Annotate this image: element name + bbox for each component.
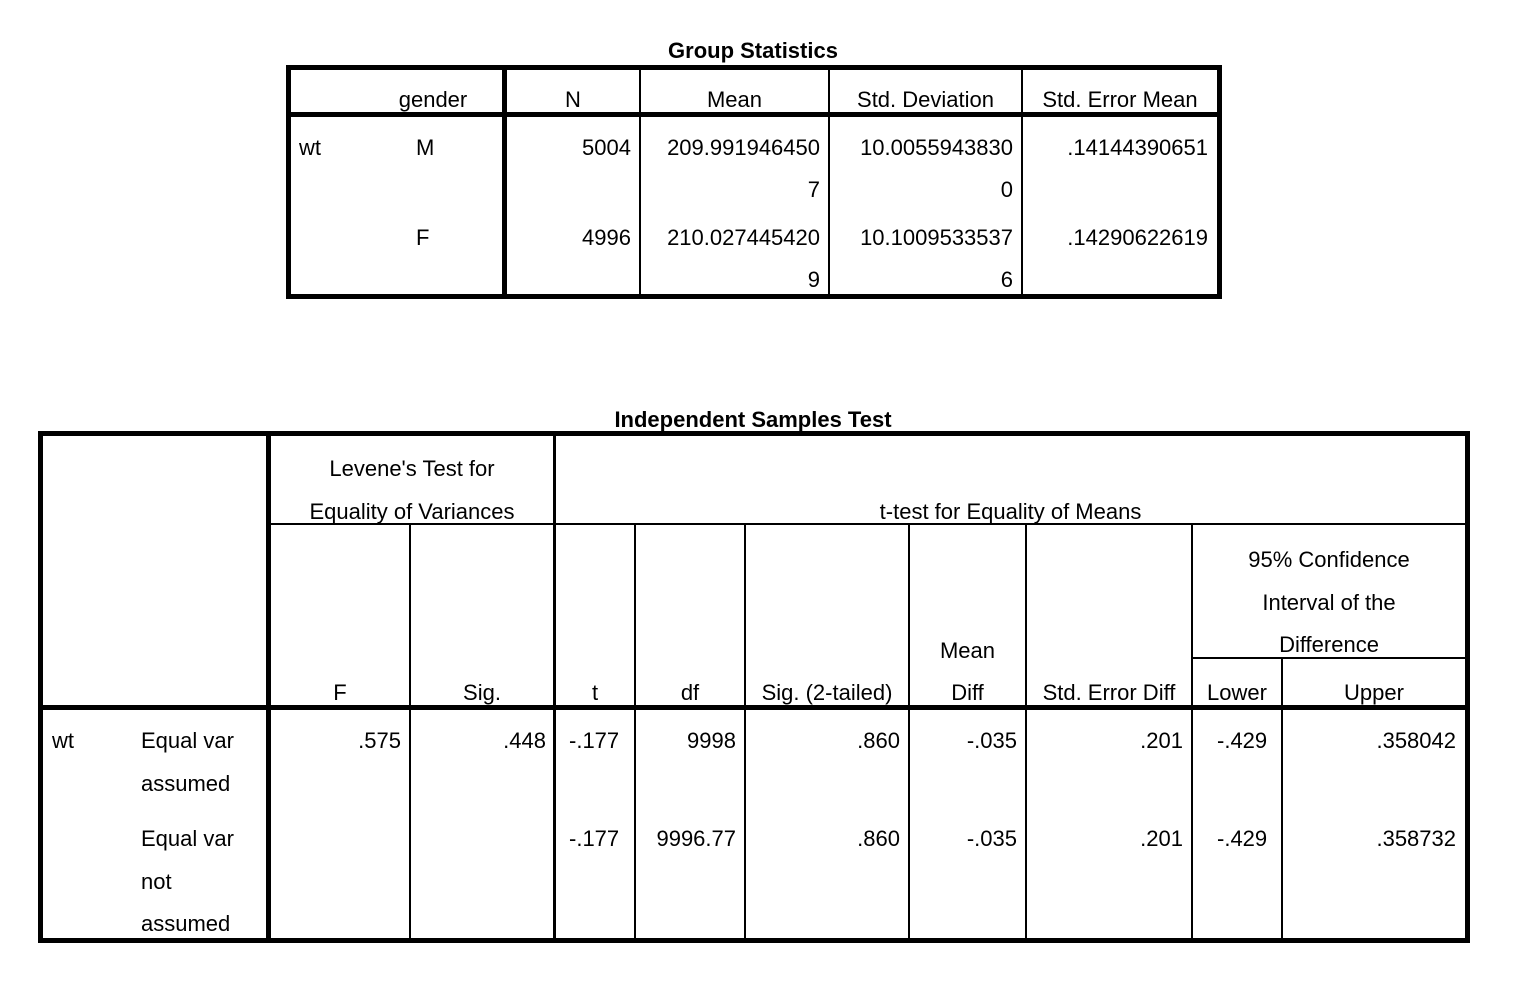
sig-value: .448	[503, 728, 546, 753]
mean-value: 209.991946450	[667, 135, 820, 160]
df-value: 9996.77	[656, 826, 736, 851]
std-deviation-value-continued: 6	[1000, 267, 1013, 292]
std-error-mean-value: .14290622619	[1067, 225, 1208, 250]
t-value: -.177	[569, 826, 620, 851]
levene-header-continued: Equality of Variances	[309, 499, 515, 524]
mean-value-continued: 7	[807, 177, 820, 202]
row-label: Equal var	[141, 728, 234, 753]
independent-samples-test-title: Independent Samples Test	[614, 407, 892, 432]
col-upper: Upper	[1344, 680, 1404, 705]
f-value: .575	[358, 728, 401, 753]
upper-value: .358732	[1376, 826, 1456, 851]
std-error-diff-value: .201	[1140, 826, 1183, 851]
row-label-continued: not	[141, 869, 172, 894]
std-deviation-value: 10.1009533537	[860, 225, 1013, 250]
header-std-deviation: Std. Deviation	[857, 87, 994, 112]
col-lower: Lower	[1207, 680, 1267, 705]
header-n: N	[565, 87, 581, 112]
upper-value: .358042	[1376, 728, 1456, 753]
lower-value: -.429	[1217, 728, 1268, 753]
col-df: df	[680, 680, 700, 705]
df-value: 9998	[687, 728, 736, 753]
col-std-error-diff: Std. Error Diff	[1042, 680, 1176, 705]
sig-2-tailed-value: .860	[857, 826, 900, 851]
header-mean: Mean	[706, 87, 763, 112]
header-std-error-mean: Std. Error Mean	[1042, 87, 1198, 112]
row-label-continued: assumed	[141, 911, 231, 936]
ci-header: 95% Confidence	[1248, 547, 1410, 572]
col-mean-diff: Mean	[939, 638, 996, 663]
levene-header: Levene's Test for	[329, 456, 495, 481]
col-f: F	[333, 680, 347, 705]
col-sig-2-tailed: Sig. (2-tailed)	[761, 680, 893, 705]
group-statistics-title: Group Statistics	[668, 38, 838, 63]
sig-2-tailed-value: .860	[857, 728, 900, 753]
std-error-mean-value: .14144390651	[1067, 135, 1208, 160]
gender-value: F	[416, 225, 430, 250]
n-value: 4996	[582, 225, 631, 250]
col-t: t	[591, 680, 599, 705]
row-label-continued: assumed	[141, 771, 231, 796]
ci-header-continued: Difference	[1279, 632, 1379, 657]
row-label: Equal var	[141, 826, 234, 851]
col-mean-diff-continued: Diff	[951, 680, 984, 705]
variable-label: wt	[299, 135, 321, 160]
variable-label: wt	[52, 728, 74, 753]
t-value: -.177	[569, 728, 620, 753]
col-sig: Sig.	[463, 680, 501, 705]
ttest-header: t-test for Equality of Means	[879, 499, 1142, 524]
n-value: 5004	[582, 135, 631, 160]
std-error-diff-value: .201	[1140, 728, 1183, 753]
mean-diff-value: -.035	[966, 826, 1017, 851]
mean-value: 210.027445420	[667, 225, 820, 250]
mean-value-continued: 9	[807, 267, 820, 292]
lower-value: -.429	[1217, 826, 1268, 851]
mean-diff-value: -.035	[966, 728, 1017, 753]
ci-header-continued: Interval of the	[1262, 590, 1396, 615]
gender-value: M	[416, 135, 435, 160]
header-gender: gender	[398, 87, 468, 112]
std-deviation-value-continued: 0	[1000, 177, 1013, 202]
std-deviation-value: 10.0055943830	[860, 135, 1013, 160]
